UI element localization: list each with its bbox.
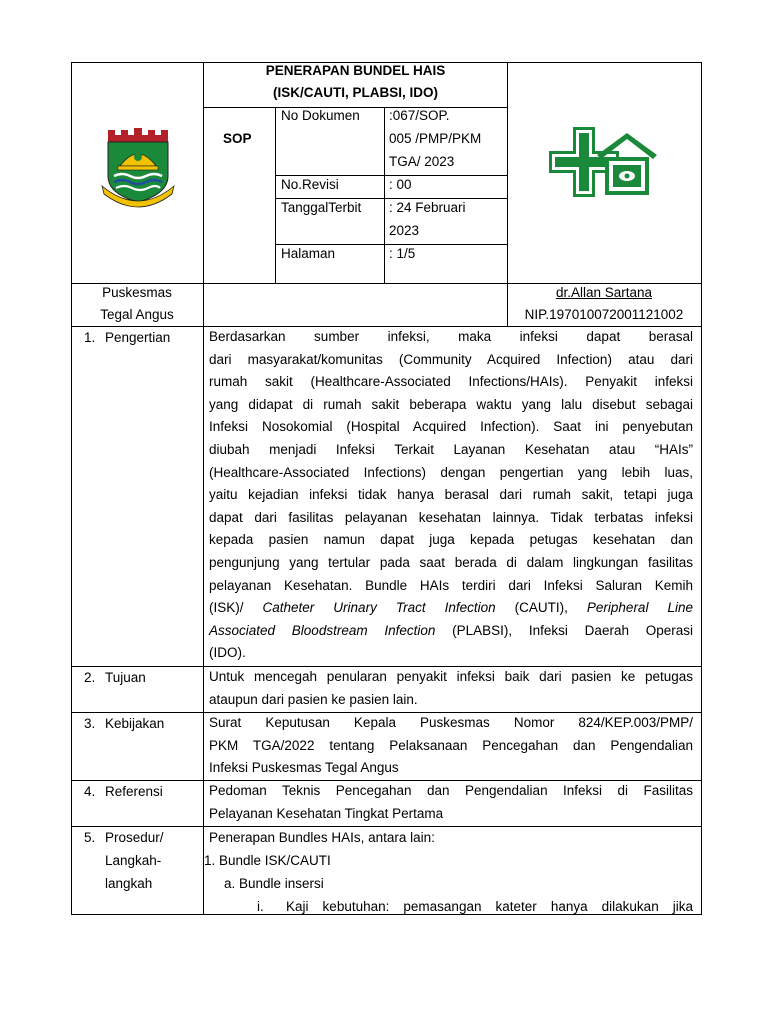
section-label-pengertian: Pengertian — [105, 330, 171, 345]
text-line: yang didapat di rumah sakit beberapa waktu yang lalu disebut sebagai — [209, 396, 693, 412]
section-number: 3. — [84, 716, 96, 731]
field-no-dokumen-value-3: TGA/ 2023 — [389, 154, 455, 169]
head-nip: NIP.197010072001121002 — [524, 307, 684, 322]
sop-label: SOP — [223, 131, 252, 146]
text-line: PKM TGA/2022 tentang Pelaksanaan Pencegahan dan Pengendalian — [209, 737, 693, 753]
section-label-referensi: Referensi — [105, 784, 163, 799]
text-line: ataupun dari pasien ke pasien lain. — [209, 691, 418, 707]
header-title-line1: PENERAPAN BUNDEL HAIS — [265, 63, 446, 78]
prosedur-item-1: 1. Bundle ISK/CAUTI — [204, 853, 331, 868]
text-line: Pelayanan Kesehatan Tingkat Pertama — [209, 805, 444, 821]
field-no-dokumen-label: No Dokumen — [281, 108, 360, 123]
text-line: Associated Bloodstream Infection (PLABSI), Infeksi Daerah Operasi — [209, 622, 693, 638]
field-halaman-value: : 1/5 — [389, 246, 416, 261]
text-line: Berdasarkan sumber infeksi, maka infeksi dapat berasal — [209, 329, 693, 344]
left-logo — [98, 124, 178, 210]
header-title-line2: (ISK/CAUTI, PLABSI, IDO) — [273, 85, 438, 100]
section-number: 5. — [84, 830, 96, 845]
text-line: Infeksi Nosokomial (Hospital Acquired Infection). Saat ini penyebutan — [209, 419, 693, 435]
puskesmas-cross-logo-icon — [545, 125, 660, 201]
text-line: pengunjung yang tertular pada saat berada di dalam lingkungan fasilitas — [209, 554, 693, 570]
text-line: (IDO). — [209, 645, 246, 661]
section-label-kebijakan: Kebijakan — [105, 716, 165, 731]
text-line: kepada pasien namun dapat juga kepada petugas kesehatan dan — [209, 532, 693, 548]
text-line: diubah menjadi Infeksi Terkait Layanan Kesehatan atau “HAIs” — [209, 441, 693, 457]
prosedur-item-1ai-number: i. — [257, 899, 264, 914]
text-line: Untuk mencegah penularan penyakit infeksi baik dari pasien ke petugas — [209, 669, 693, 684]
prosedur-item-1a: a. Bundle insersi — [224, 876, 324, 891]
section-number: 2. — [84, 670, 96, 685]
text-line: Infeksi Puskesmas Tegal Angus — [209, 760, 399, 776]
text-line: rumah sakit (Healthcare-Associated Infections/HAIs). Penyakit infeksi — [209, 374, 693, 390]
field-no-dokumen-value-1: :067/SOP. — [389, 108, 450, 123]
field-tanggal-terbit-label: TanggalTerbit — [281, 200, 362, 215]
referensi-text — [209, 780, 693, 825]
prosedur-item-1ai-text: Kaji kebutuhan: pemasangan kateter hanya dilakukan jika — [286, 899, 693, 914]
field-no-revisi-label: No.Revisi — [281, 177, 339, 192]
section-label-prosedur-3: langkah — [105, 876, 153, 891]
text-line: pelayanan Kesehatan. Bundle HAIs terdiri dari Infeksi Saluran Kemih — [209, 577, 693, 593]
text-line: dapat dari fasilitas pelayanan kesehatan lainnya. Tidak terbatas infeksi — [209, 509, 693, 525]
section-number: 4. — [84, 784, 96, 799]
field-tanggal-terbit-value-2: 2023 — [389, 223, 420, 238]
section-number: 1. — [84, 330, 96, 345]
field-halaman-label: Halaman — [281, 246, 336, 261]
text-line: yaitu kejadian infeksi tidak hanya berasal dari rumah sakit, tetapi juga — [209, 487, 693, 503]
field-no-dokumen-value-2: 005 /PMP/PKM — [389, 131, 482, 146]
org-name-line2: Tegal Angus — [100, 307, 174, 322]
field-tanggal-terbit-value-1: : 24 Februari — [389, 200, 466, 215]
section-label-tujuan: Tujuan — [105, 670, 146, 685]
field-no-revisi-value: : 00 — [389, 177, 412, 192]
city-emblem-logo-icon — [98, 124, 178, 210]
text-line: Pedoman Teknis Pencegahan dan Pengendalian Infeksi di Fasilitas — [209, 783, 693, 798]
text-line: (ISK)/ Catheter Urinary Tract Infection (CAUTI), Peripheral Line — [209, 600, 693, 616]
kebijakan-text — [209, 712, 693, 780]
text-line: Surat Keputusan Kepala Puskesmas Nomor 824/KEP.003/PMP/ — [209, 715, 693, 730]
text-line: dari masyarakat/komunitas (Community Acquired Infection) atau dari — [209, 351, 693, 367]
prosedur-intro: Penerapan Bundles HAIs, antara lain: — [209, 830, 435, 845]
text-line: (Healthcare-Associated Infections) dengan pengertian yang lebih luas, — [209, 464, 693, 480]
pengertian-text — [209, 326, 693, 665]
org-name-line1: Puskesmas — [102, 285, 172, 300]
tujuan-text — [209, 666, 693, 711]
head-name: dr.Allan Sartana — [555, 285, 653, 300]
section-label-prosedur-1: Prosedur/ — [105, 830, 164, 845]
right-logo — [545, 125, 660, 201]
section-label-prosedur-2: Langkah- — [105, 853, 162, 868]
